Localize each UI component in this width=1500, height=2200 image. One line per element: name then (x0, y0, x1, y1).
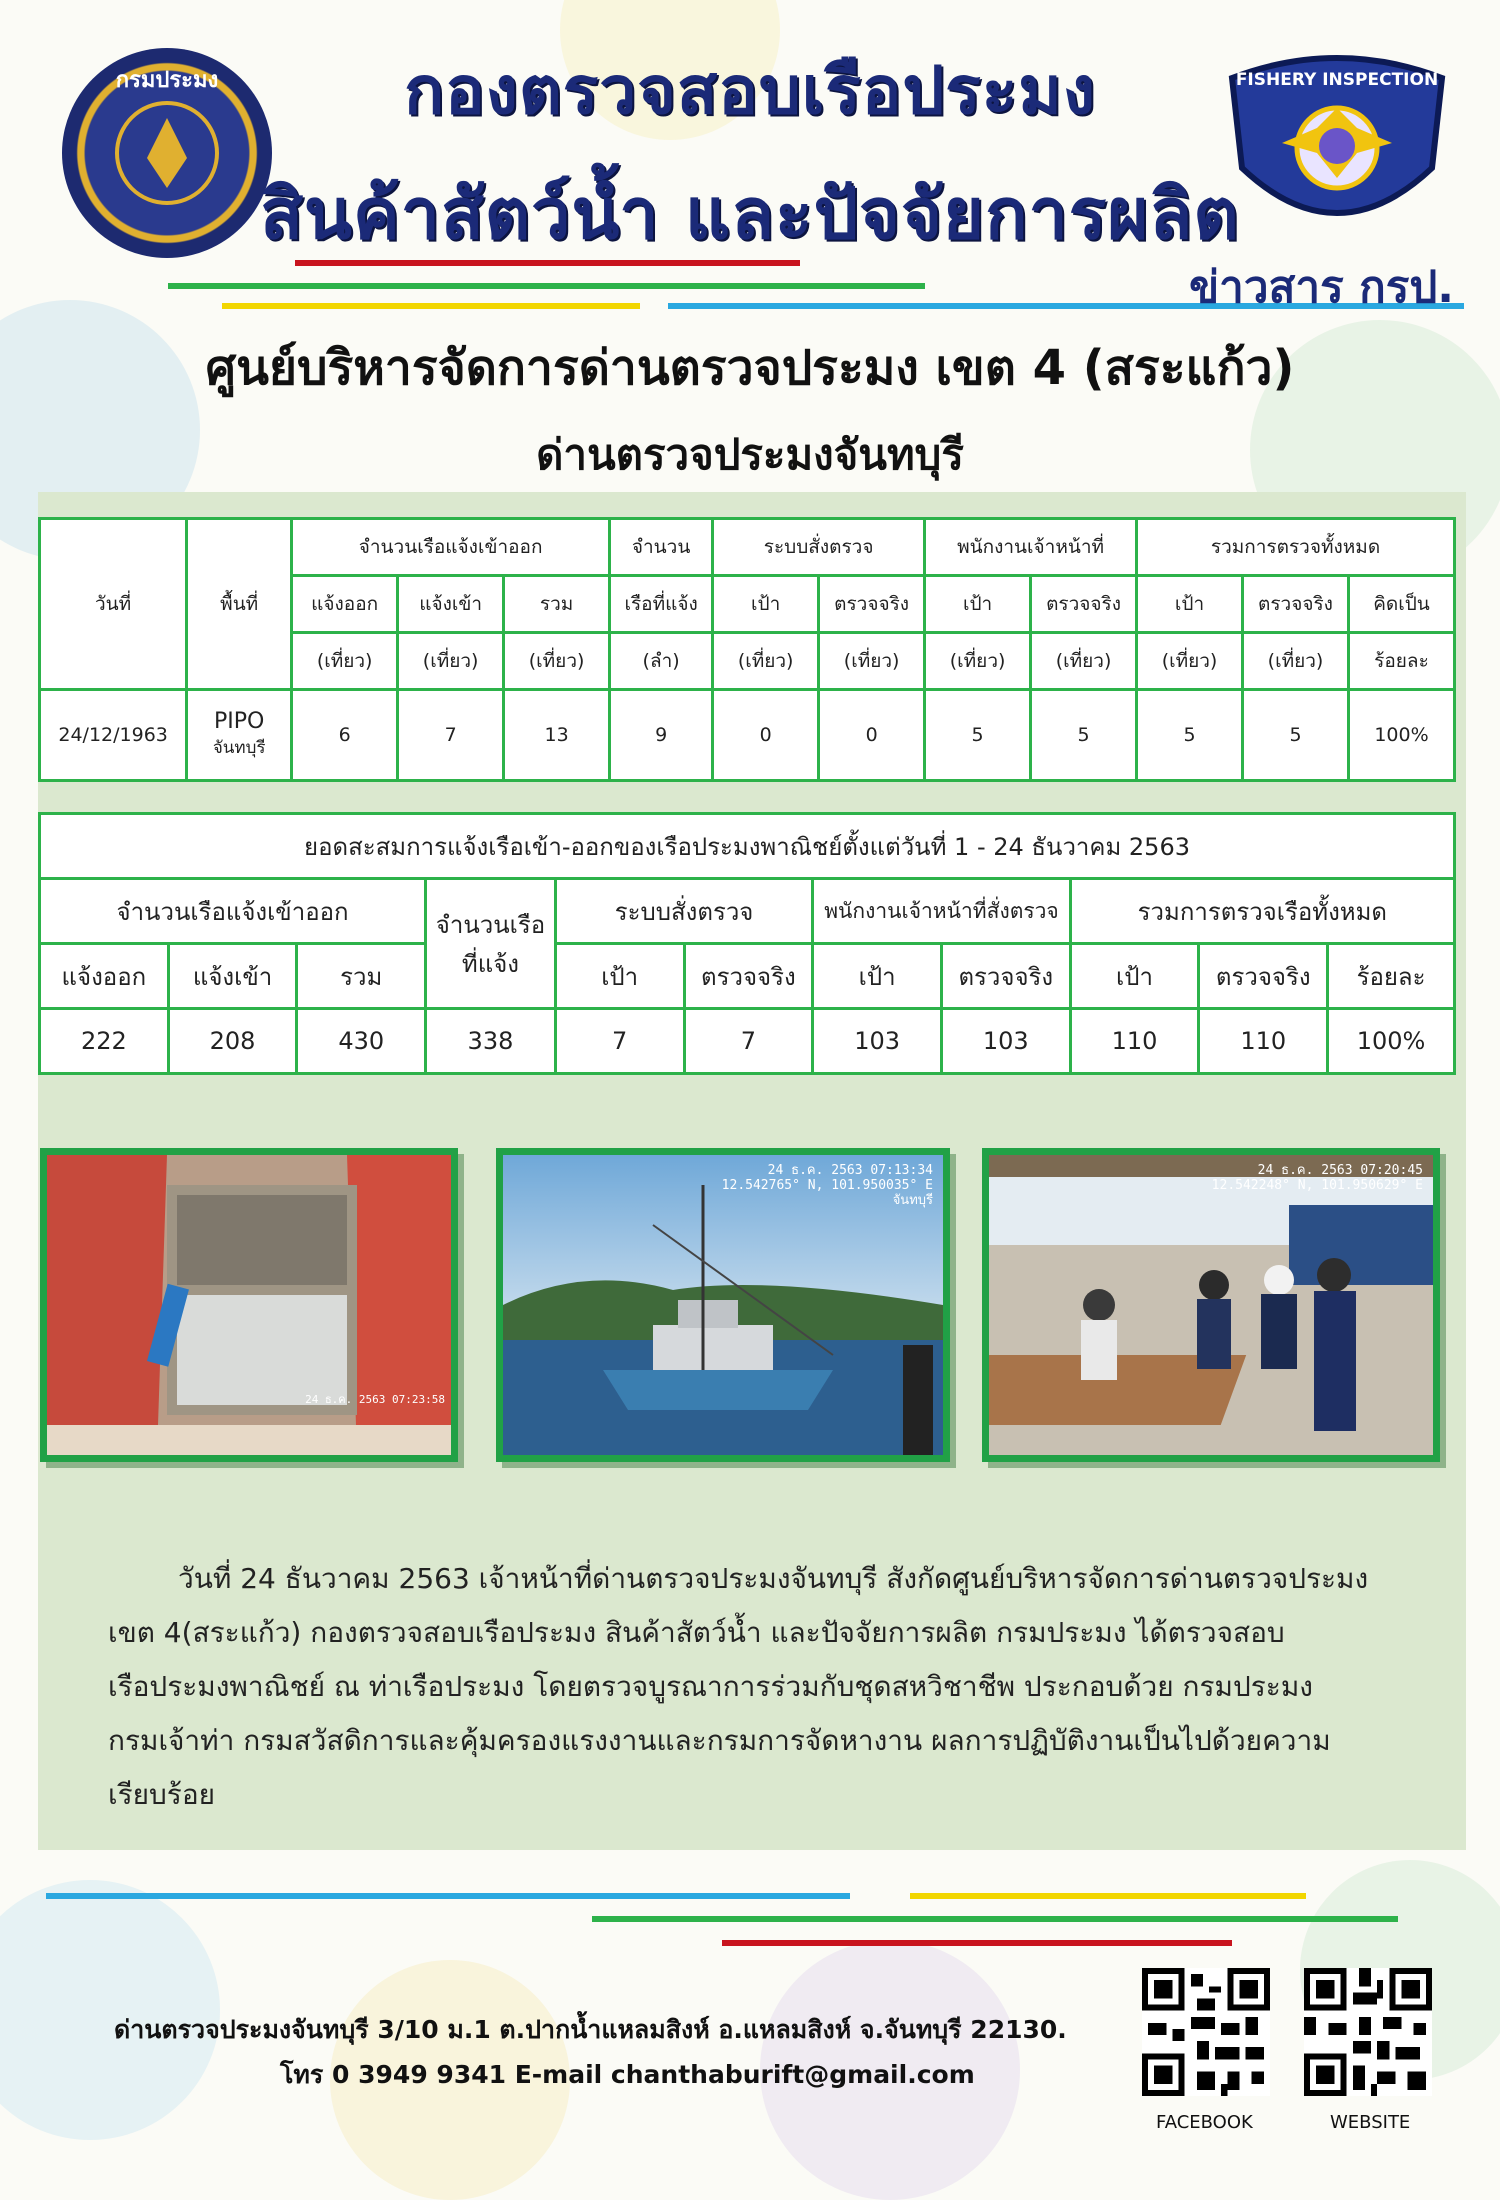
footer-blue-line (46, 1893, 850, 1899)
photo-timestamp (1212, 1163, 1423, 1193)
unit: (เที่ยว) (819, 633, 925, 690)
footer-green-line (592, 1916, 1398, 1922)
unit: (เที่ยว) (1031, 633, 1137, 690)
cell-off-actual: 5 (1031, 690, 1137, 781)
group-notify: จำนวนเรือแจ้งเข้าออก (40, 879, 426, 944)
center-title: ศูนย์บริหารจัดการด่านตรวจประมง เขต 4 (สระแก้ว) (205, 340, 1295, 396)
cell-pct: 100% (1348, 690, 1454, 781)
right-logo-text: FISHERY INSPECTION (1235, 70, 1439, 90)
cell-in: 7 (398, 690, 504, 781)
footer-red-line (722, 1940, 1232, 1946)
facebook-qr-code[interactable] (1142, 1968, 1270, 2096)
cell-off-target: 5 (925, 690, 1031, 781)
col-off-target: เป้า (813, 944, 942, 1009)
col-all-actual: ตรวจจริง (1243, 576, 1349, 633)
col-out: แจ้งออก (40, 944, 169, 1009)
unit: (เที่ยว) (292, 633, 398, 690)
unit: (เที่ยว) (713, 633, 819, 690)
cell-all-target: 5 (1137, 690, 1243, 781)
unit: ร้อยละ (1348, 633, 1454, 690)
header-yellow-line (222, 303, 640, 309)
photo-timestamp-coords: 12.542248° N, 101.950629° E (1211, 1178, 1423, 1193)
group-officer: พนักงานเจ้าหน้าที่สั่งตรวจ (813, 879, 1070, 944)
col-out: แจ้งออก (292, 576, 398, 633)
cell-off-target: 103 (813, 1009, 942, 1074)
paragraph-line: เรือประมงพาณิชย์ ณ ท่าเรือประมง โดยตรวจบูรณาการร่วมกับชุดสหวิชาชีพ ประกอบด้วย กรมประมง (108, 1670, 1313, 1703)
cell-total: 430 (297, 1009, 426, 1074)
col-all-target: เป้า (1070, 944, 1199, 1009)
col-in: แจ้งเข้า (398, 576, 504, 633)
daily-inspection-table (38, 517, 1456, 782)
col-count: จำนวน (610, 519, 713, 576)
photo-timestamp-date: 24 ธ.ค. 2563 07:20:45 (1257, 1163, 1423, 1178)
col-off-actual: ตรวจจริง (1031, 576, 1137, 633)
col-total: รวม (504, 576, 610, 633)
cell-area (187, 690, 292, 781)
photo-timestamp-place: จันทบุรี (892, 1193, 933, 1208)
photo-timestamp (722, 1163, 933, 1208)
header-title-line1: กองตรวจสอบเรือประมง (404, 52, 1096, 129)
footer-address: ด่านตรวจประมงจันทบุรี 3/10 ม.1 ต.ปากน้ำแหลมสิงห์ อ.แหลมสิงห์ จ.จันทบุรี 22130. (114, 2015, 1067, 2044)
col-off-target: เป้า (925, 576, 1031, 633)
col-pct: คิดเป็น (1348, 576, 1454, 633)
news-label: ข่าวสาร กรป. (1189, 262, 1454, 313)
cell-sys-actual: 7 (684, 1009, 813, 1074)
cell-area-province: จันทบุรี (212, 738, 266, 758)
col-sys-actual: ตรวจจริง (684, 944, 813, 1009)
unit: (เที่ยว) (1137, 633, 1243, 690)
cell-out: 222 (40, 1009, 169, 1074)
cell-pct: 100% (1328, 1009, 1455, 1074)
col-count-line2: ที่แจ้ง (461, 949, 519, 978)
photo-timestamp: 24 ธ.ค. 2563 07:23:58 (305, 1393, 445, 1406)
fishing-boat-photo (496, 1148, 950, 1462)
group-notify: จำนวนเรือแจ้งเข้าออก (292, 519, 610, 576)
col-sys-target: เป้า (555, 944, 684, 1009)
cell-boats: 338 (426, 1009, 556, 1074)
col-count (426, 879, 556, 1009)
group-all: รวมการตรวจทั้งหมด (1137, 519, 1455, 576)
website-label: WEBSITE (1330, 2112, 1411, 2133)
news-paragraph (108, 1552, 1398, 1822)
col-area: พื้นที่ (187, 519, 292, 690)
cell-total: 13 (504, 690, 610, 781)
facebook-label: FACEBOOK (1156, 2112, 1253, 2133)
cell-boats: 9 (610, 690, 713, 781)
header-title-line2: สินค้าสัตว์น้ำ และปัจจัยการผลิต (260, 173, 1240, 255)
footer-contact: โทร 0 3949 9341 E-mail chanthaburift@gmail.com (280, 2060, 975, 2089)
cell-in: 208 (168, 1009, 297, 1074)
unit: (เที่ยว) (1243, 633, 1349, 690)
col-off-actual: ตรวจจริง (941, 944, 1070, 1009)
cell-date: 24/12/1963 (40, 690, 187, 781)
website-qr-code[interactable] (1304, 1968, 1432, 2096)
paragraph-line: เขต 4(สระแก้ว) กองตรวจสอบเรือประมง สินค้าสัตว์น้ำ และปัจจัยการผลิต กรมประมง ได้ตรวจสอบ (108, 1616, 1285, 1649)
col-date: วันที่ (40, 519, 187, 690)
table-row (40, 1009, 1455, 1074)
group-system: ระบบสั่งตรวจ (555, 879, 812, 944)
cell-all-actual: 110 (1199, 1009, 1328, 1074)
col-total: รวม (297, 944, 426, 1009)
cell-sys-actual: 0 (819, 690, 925, 781)
paragraph-line: เรียบร้อย (108, 1778, 216, 1811)
group-system: ระบบสั่งตรวจ (713, 519, 925, 576)
paragraph-line: กรมเจ้าท่า กรมสวัสดิการและคุ้มครองแรงงานและกรมการจัดหางาน ผลการปฏิบัติงานเป็นไปด้วยความ (108, 1724, 1331, 1757)
cell-sys-target: 0 (713, 690, 819, 781)
cumulative-title: ยอดสะสมการแจ้งเรือเข้า-ออกของเรือประมงพาณิชย์ตั้งแต่วันที่ 1 - 24 ธันวาคม 2563 (40, 814, 1455, 879)
unit: (เที่ยว) (504, 633, 610, 690)
col-all-target: เป้า (1137, 576, 1243, 633)
col-pct: ร้อยละ (1328, 944, 1455, 1009)
col-all-actual: ตรวจจริง (1199, 944, 1328, 1009)
cumulative-table (38, 812, 1456, 1075)
cell-out: 6 (292, 690, 398, 781)
paragraph-line: วันที่ 24 ธันวาคม 2563 เจ้าหน้าที่ด่านตรวจประมงจันทบุรี สังกัดศูนย์บริหารจัดการด่านตรวจประมง (178, 1562, 1369, 1595)
unit: (ลำ) (610, 633, 713, 690)
cell-off-actual: 103 (941, 1009, 1070, 1074)
cell-all-actual: 5 (1243, 690, 1349, 781)
officers-inspection-photo (982, 1148, 1440, 1462)
group-officer: พนักงานเจ้าหน้าที่ (925, 519, 1137, 576)
col-count2: เรือที่แจ้ง (610, 576, 713, 633)
unit: (เที่ยว) (925, 633, 1031, 690)
header-red-line (295, 260, 800, 266)
col-in: แจ้งเข้า (168, 944, 297, 1009)
photo-timestamp-coords: 12.542765° N, 101.950035° E (721, 1178, 933, 1193)
footer-yellow-line (910, 1893, 1306, 1899)
col-sys-actual: ตรวจจริง (819, 576, 925, 633)
group-all: รวมการตรวจเรือทั้งหมด (1070, 879, 1454, 944)
fish-hold-photo (40, 1148, 458, 1462)
photo-timestamp-date: 24 ธ.ค. 2563 07:13:34 (767, 1163, 933, 1178)
unit: (เที่ยว) (398, 633, 504, 690)
header-green-line (168, 283, 925, 289)
cell-all-target: 110 (1070, 1009, 1199, 1074)
office-title: ด่านตรวจประมงจันทบุรี (536, 430, 964, 479)
left-logo-text: กรมประมง (115, 68, 219, 93)
cell-area-code: PIPO (214, 709, 265, 734)
col-count-line1: จำนวนเรือ (435, 910, 546, 939)
table-row (40, 690, 1455, 781)
cell-sys-target: 7 (555, 1009, 684, 1074)
col-sys-target: เป้า (713, 576, 819, 633)
